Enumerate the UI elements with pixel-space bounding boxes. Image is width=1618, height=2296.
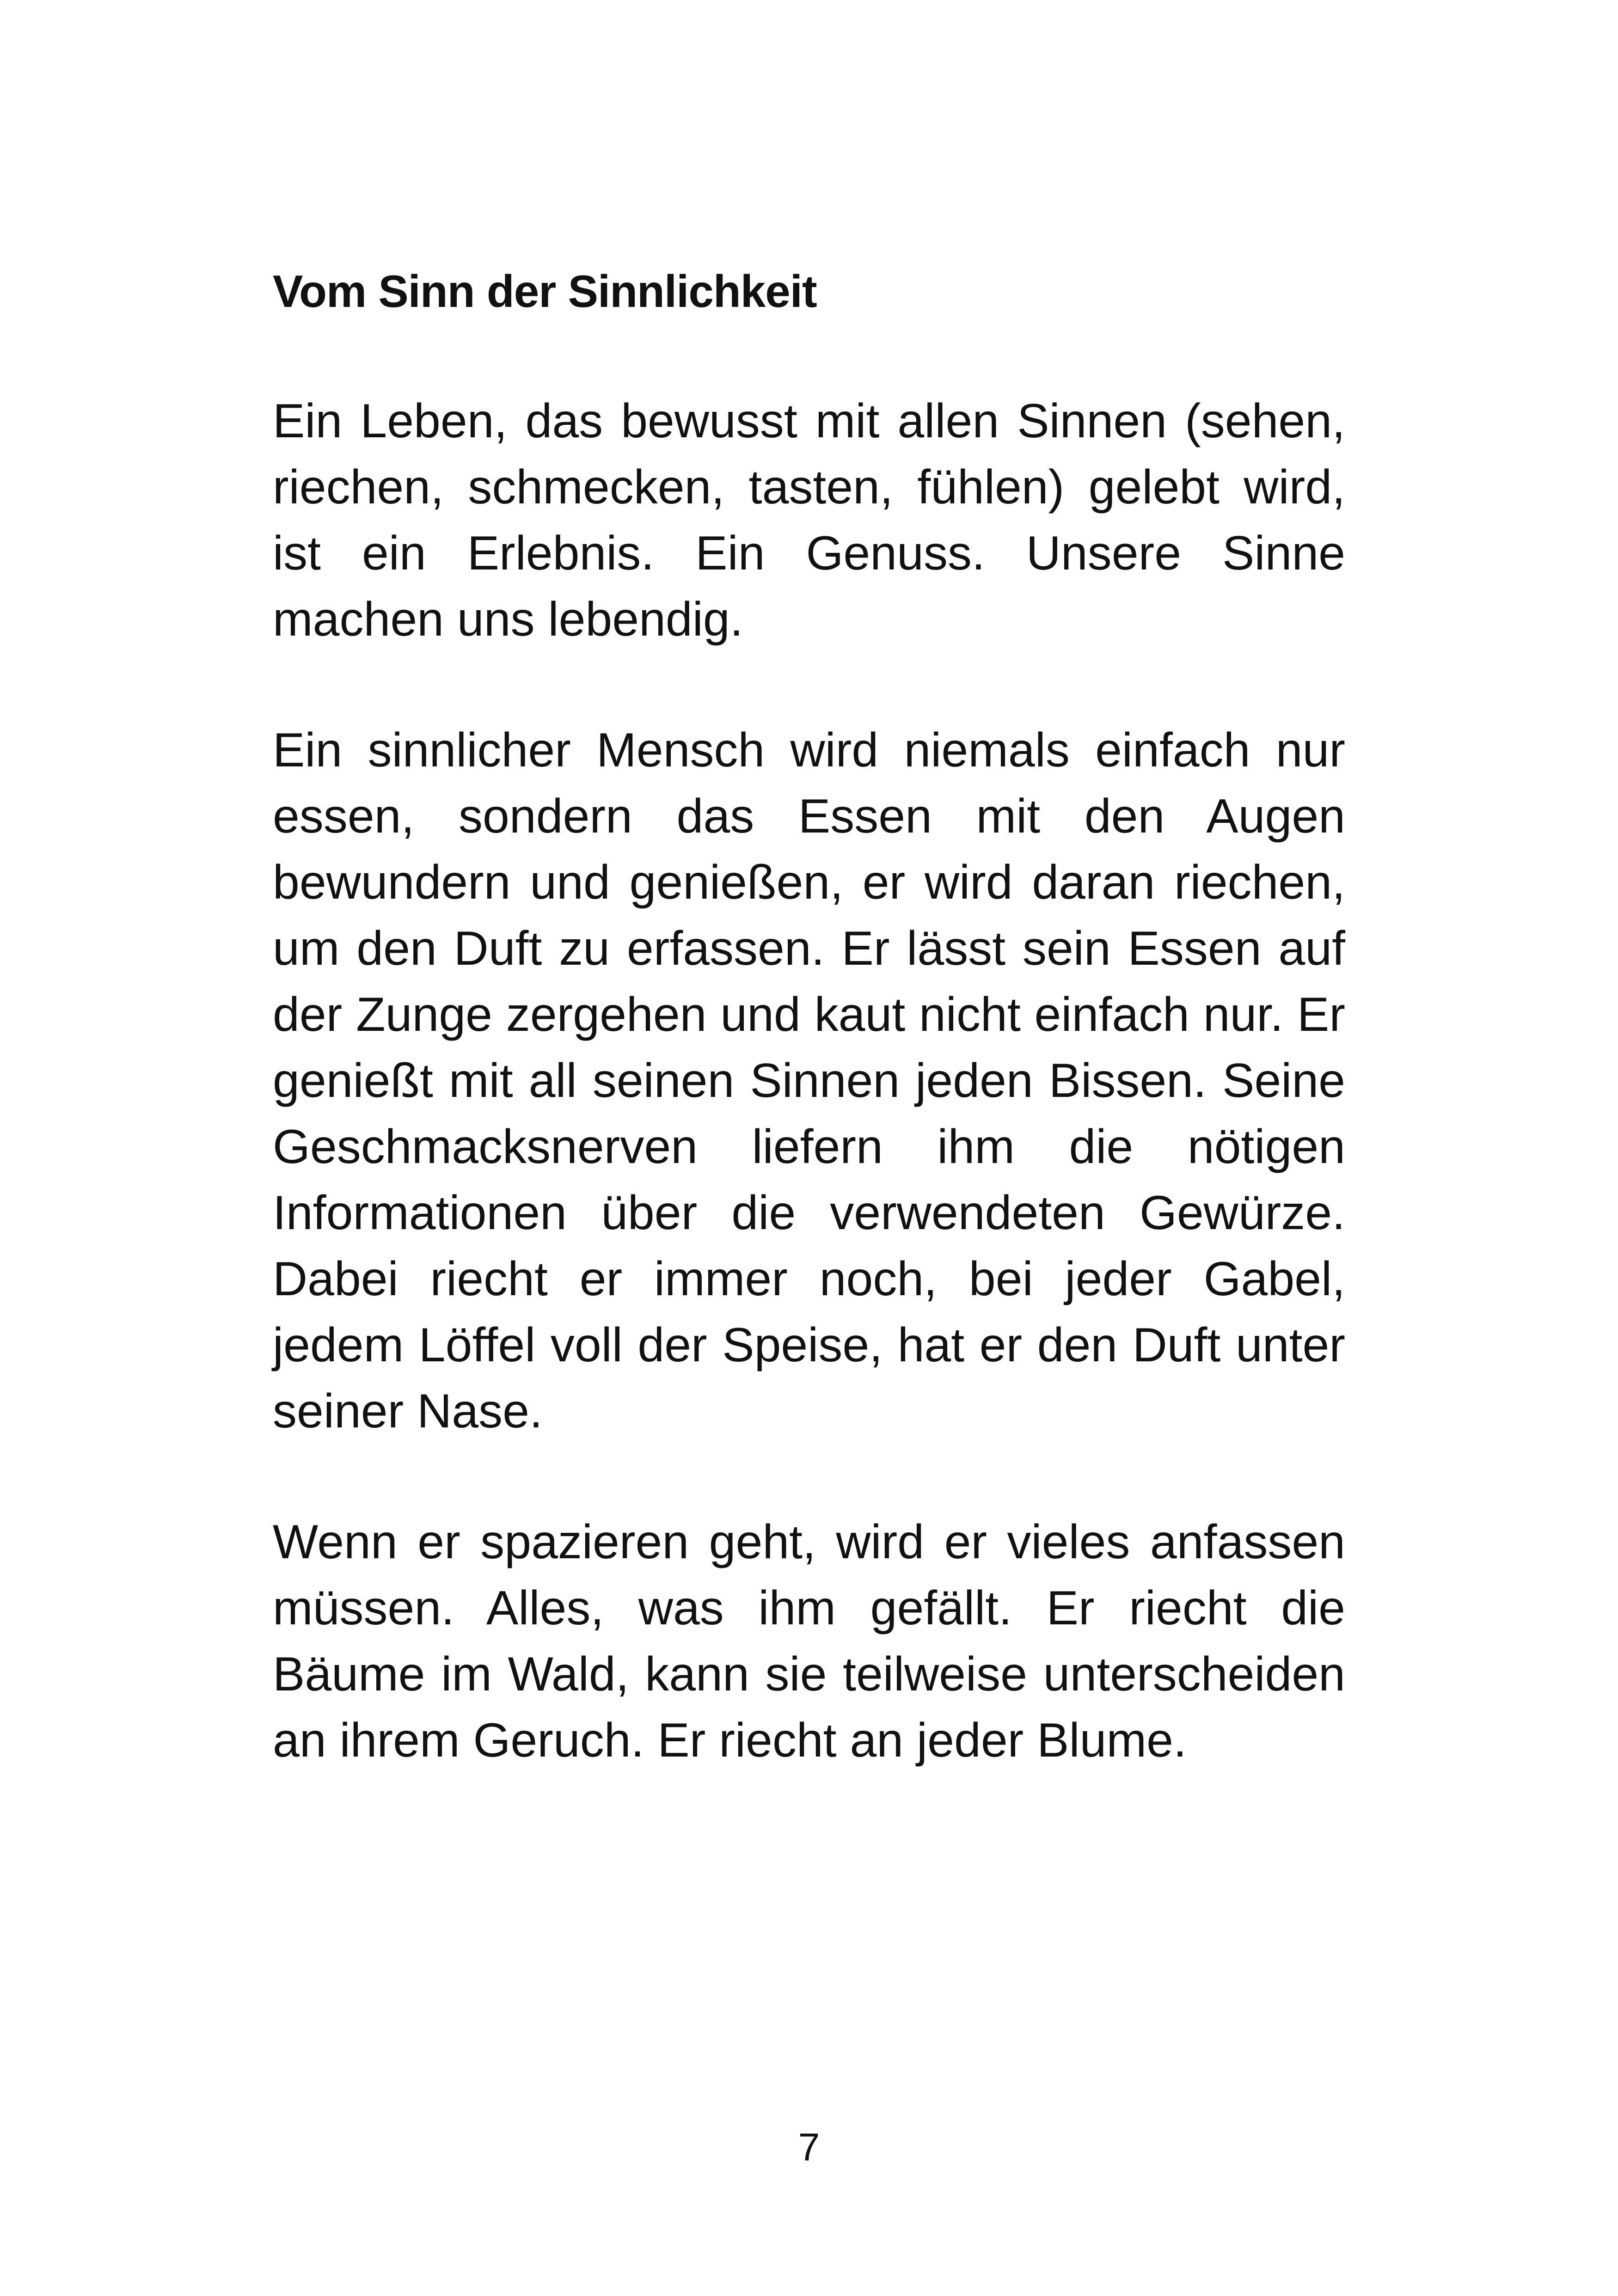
page-number: 7 — [798, 2125, 820, 2169]
spacer — [273, 324, 1345, 388]
spacer — [273, 1445, 1345, 1509]
page-title: Vom Sinn der Sinnlichkeit — [273, 266, 817, 317]
paragraph-1: Ein Leben, das bewusst mit allen Sinnen (sehen, riechen, schmecken, tasten, fühlen) gelebt wird, ist ein Erlebnis. Ein Genuss. Unsere Sinne machen uns lebendig. — [273, 394, 1345, 646]
spacer — [273, 653, 1345, 717]
paragraph-3: Wenn er spazieren geht, wird er vieles anfassen müssen. Alles, was ihm gefällt. Er riecht die Bäume im Wald, kann sie teilweise unterscheiden an ihrem Geruch. Er riecht an jeder Blume. — [273, 1515, 1345, 1767]
text-block — [273, 259, 1345, 1774]
paragraph-2: Ein sinnlicher Mensch wird niemals einfach nur essen, sondern das Essen mit den Augen bewundern und genießen, er wird daran riechen, um den Duft zu erfassen. Er lässt sein Essen auf der Zunge zergehen und kaut nicht einfach nur. Er genießt mit all seinen Sinnen jeden Bissen. Seine Geschmacksnerven liefern ihm die nötigen Informationen über die verwendeten Gewürze. Dabei riecht er immer noch, bei jeder Gabel, jedem Löffel voll der Speise, hat er den Duft unter seiner Nase. — [273, 723, 1345, 1438]
